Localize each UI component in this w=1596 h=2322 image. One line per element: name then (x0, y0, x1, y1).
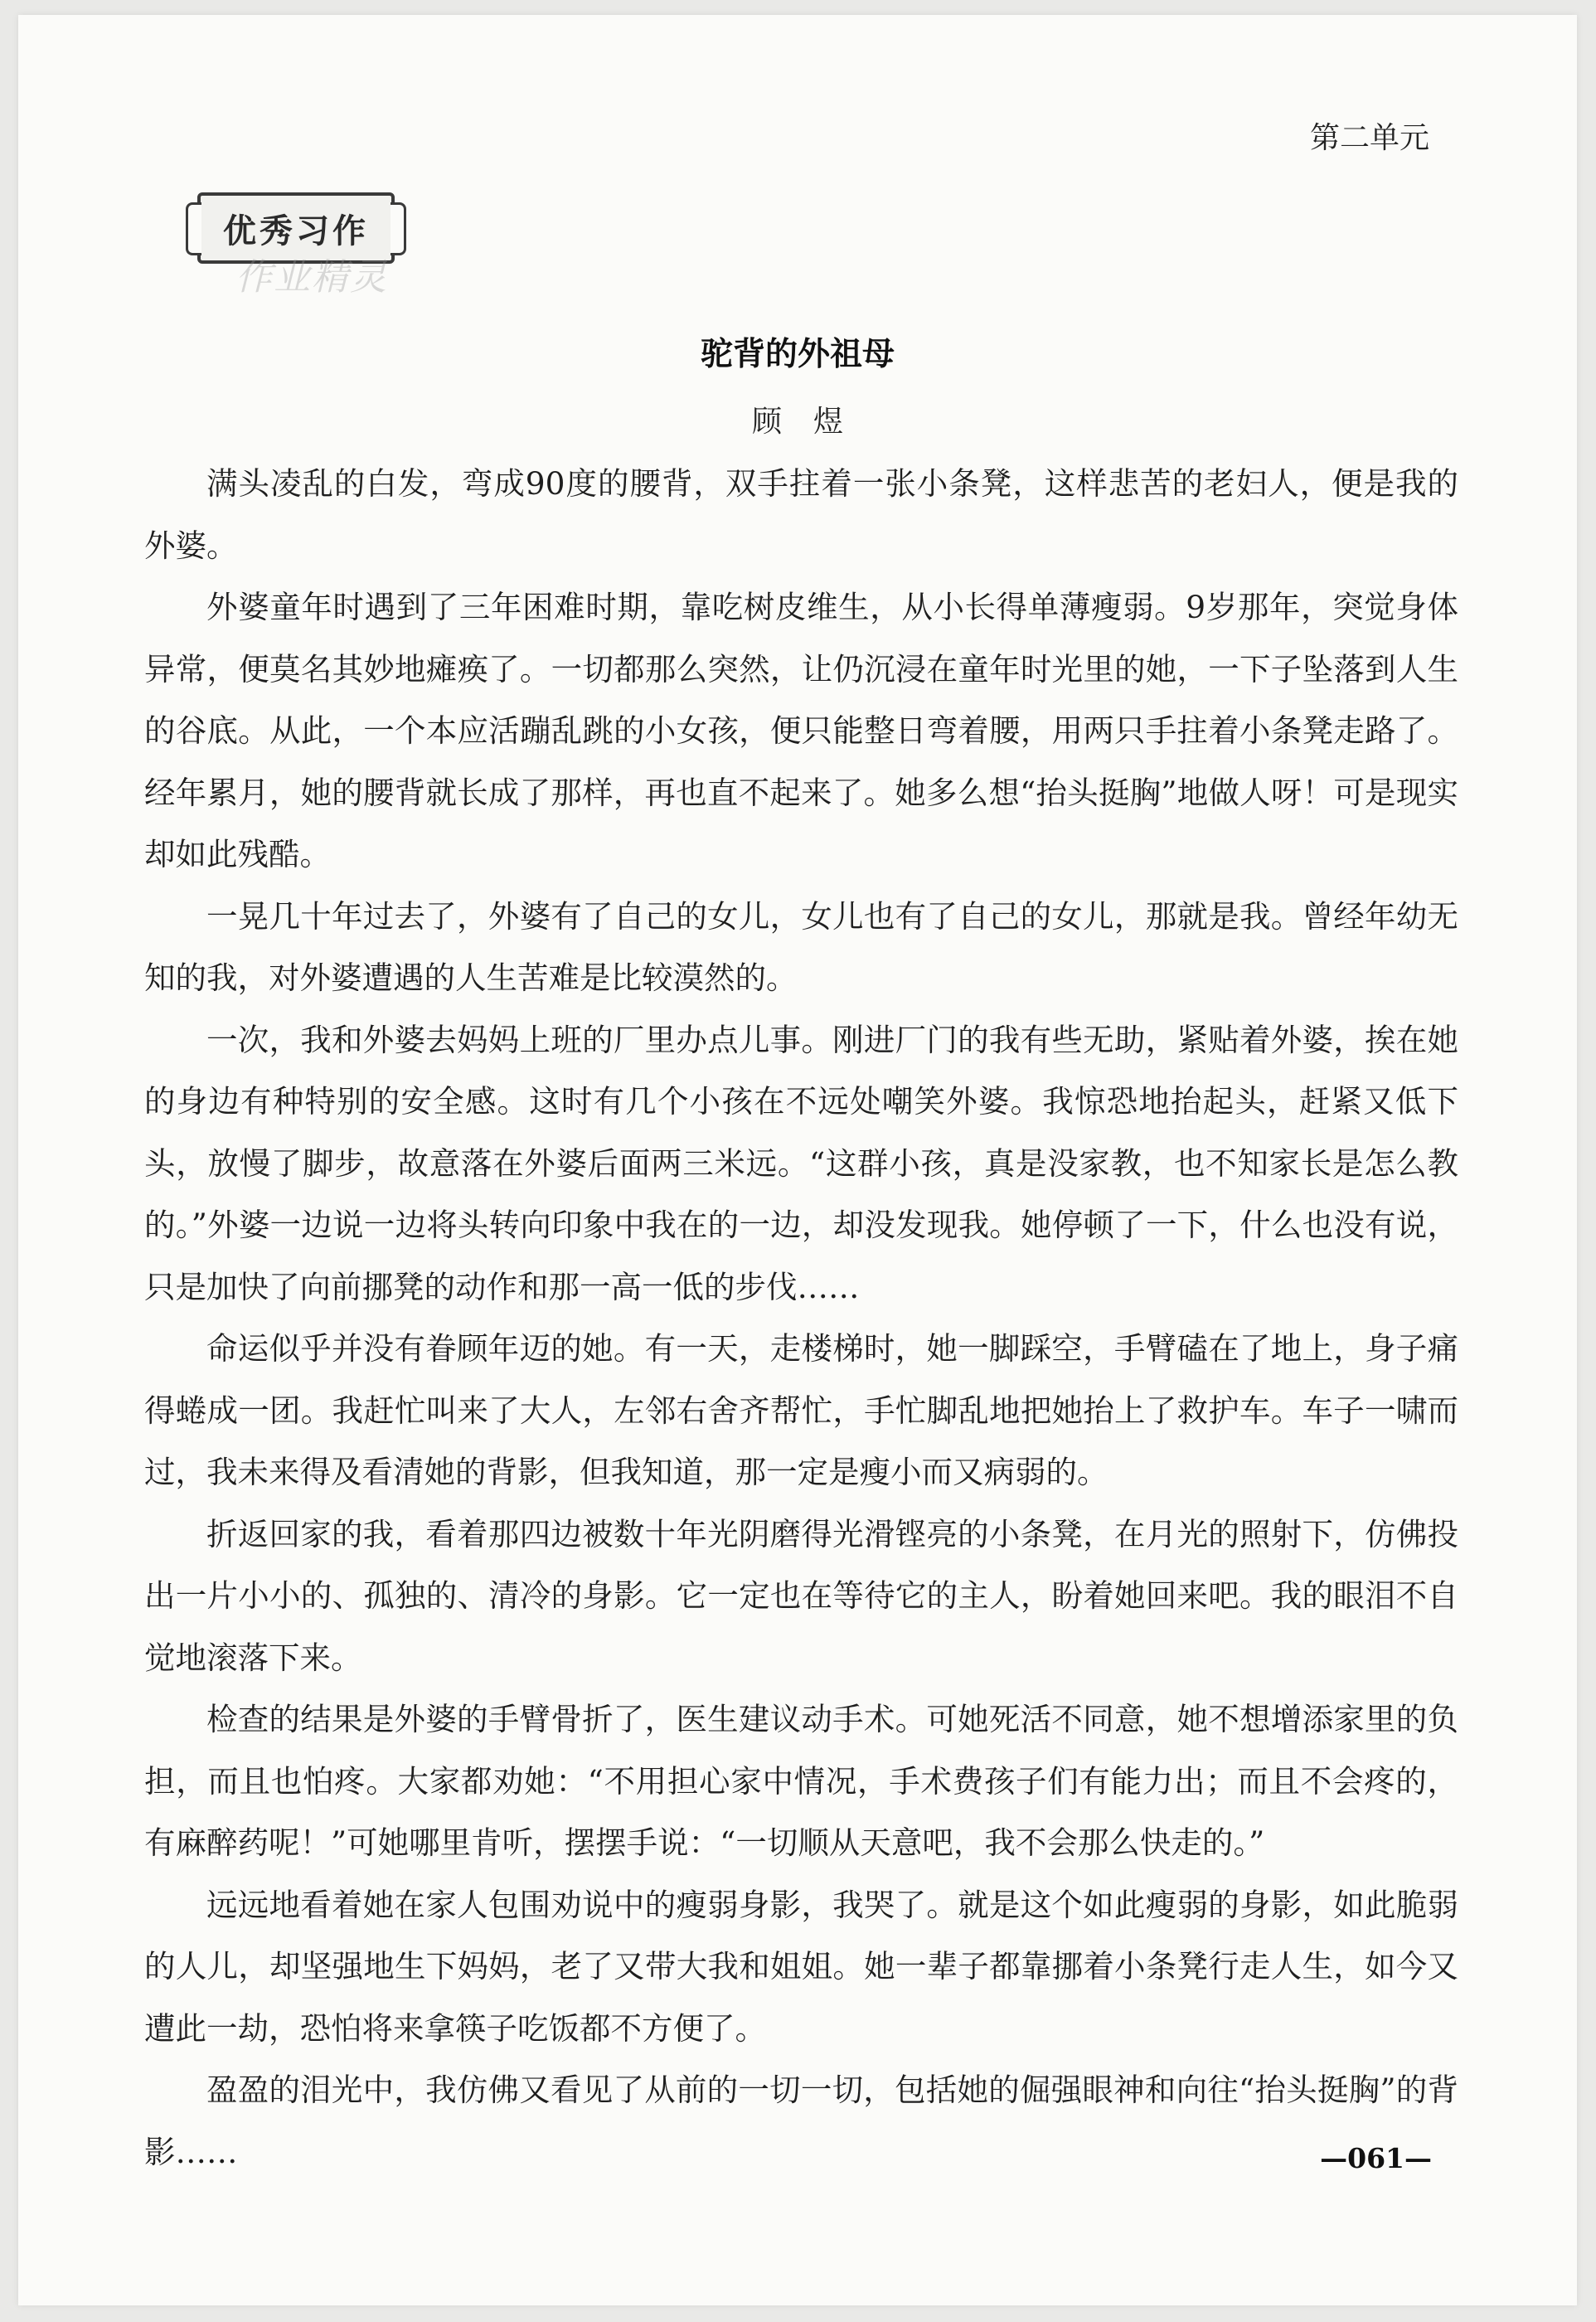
article-body (144, 453, 1458, 2183)
watermark: 作业精灵 (235, 256, 388, 299)
paragraph: 一次，我和外婆去妈妈上班的厂里办点儿事。刚进厂门的我有些无助，紧贴着外婆，挨在她的身边有种特别的安全感。这时有几个小孩在不远处嘲笑外婆。我惊恐地抬起头，赶紧又低下头，放慢了脚步，故意落在外婆后面两三米远。“这群小孩，真是没家教，也不知家长是怎么教的。”外婆一边说一边将头转向印象中我在的一边，却没发现我。她停顿了一下，什么也没有说，只是加快了向前挪凳的动作和那一高一低的步伐…… (144, 1021, 1458, 1305)
page-number: —061— (1320, 2142, 1432, 2174)
article-author: 顾煜 (751, 405, 875, 439)
paragraph: 折返回家的我，看着那四边被数十年光阴磨得光滑铿亮的小条凳，在月光的照射下，仿佛投出一片小小的、孤独的、清冷的身影。它一定也在等待它的主人，盼着她回来吧。我的眼泪不自觉地滚落下来。 (144, 1515, 1458, 1676)
paragraph: 盈盈的泪光中，我仿佛又看见了从前的一切一切，包括她的倔强眼神和向往“抬头挺胸”的背影…… (144, 2072, 1458, 2170)
paragraph: 检查的结果是外婆的手臂骨折了，医生建议动手术。可她死活不同意，她不想增添家里的负担，而且也怕疼。大家都劝她：“不用担心家中情况，手术费孩子们有能力出；而且不会疼的，有麻醉药呢！”可她哪里肯听，摆摆手说：“一切顺从天意吧，我不会那么快走的。” (144, 1701, 1458, 1861)
paragraph: 远远地看着她在家人包围劝说中的瘦弱身影，我哭了。就是这个如此瘦弱的身影，如此脆弱的人儿，却坚强地生下妈妈，老了又带大我和姐姐。她一辈子都靠挪着小条凳行走人生，如今又遭此一劫，恐怕将来拿筷子吃饭都不方便了。 (144, 1886, 1458, 2047)
paragraph: 一晃几十年过去了，外婆有了自己的女儿，女儿也有了自己的女儿，那就是我。曾经年幼无知的我，对外婆遭遇的人生苦难是比较漠然的。 (144, 897, 1458, 996)
page (18, 15, 1577, 2305)
badge-label: 优秀习作 (223, 211, 369, 250)
paragraph: 外婆童年时遇到了三年困难时期，靠吃树皮维生，从小长得单薄瘦弱。9岁那年，突觉身体异常，便莫名其妙地瘫痪了。一切都那么突然，让仍沉浸在童年时光里的她，一下子坠落到人生的谷底。从此，一个本应活蹦乱跳的小女孩，便只能整日弯着腰，用两只手拄着小条凳走路了。经年累月，她的腰背就长成了那样，再也直不起来了。她多么想“抬头挺胸”地做人呀！可是现实却如此残酷。 (144, 589, 1458, 872)
paragraph: 满头凌乱的白发，弯成90度的腰背，双手拄着一张小条凳，这样悲苦的老妇人，便是我的外婆。 (144, 465, 1458, 564)
article-title: 驼背的外祖母 (700, 336, 895, 373)
section-badge (182, 179, 423, 299)
unit-label: 第二单元 (1309, 121, 1429, 155)
paragraph: 命运似乎并没有眷顾年迈的她。有一天，走楼梯时，她一脚踩空，手臂磕在了地上，身子痛得蜷成一团。我赶忙叫来了大人，左邻右舍齐帮忙，手忙脚乱地把她抬上了救护车。车子一啸而过，我未来得及看清她的背影，但我知道，那一定是瘦小而又病弱的。 (144, 1330, 1458, 1490)
